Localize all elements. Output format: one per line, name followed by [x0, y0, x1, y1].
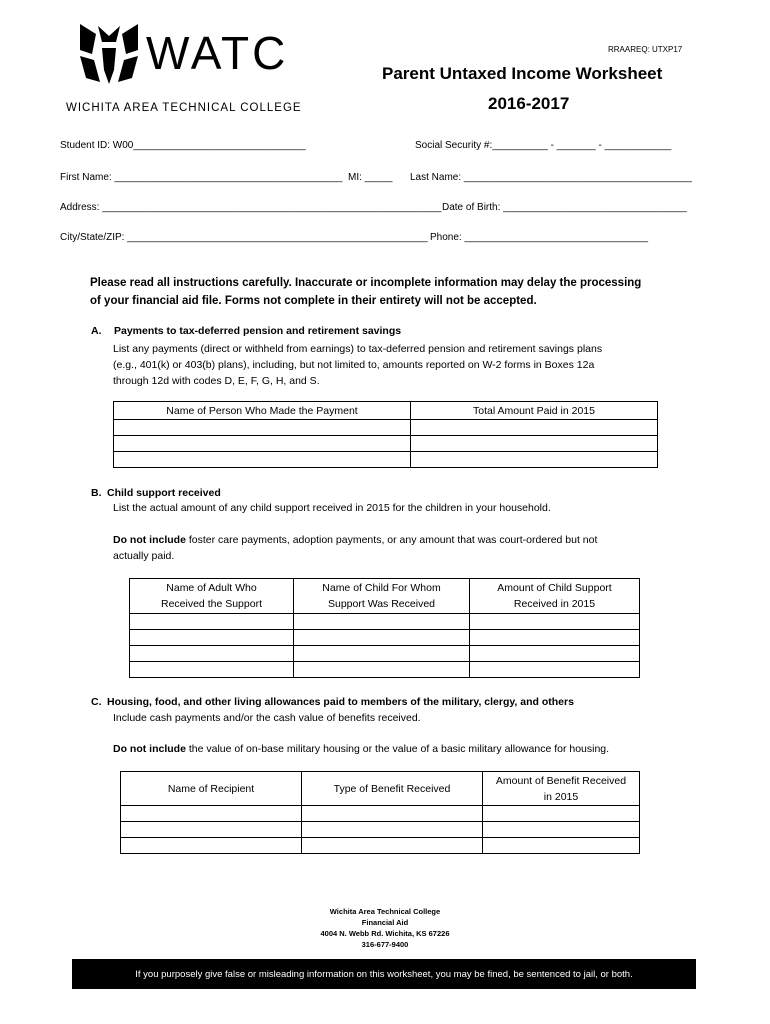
student-id-field[interactable]: Student ID: W00_______________________________ [60, 140, 306, 151]
table-cell[interactable] [130, 614, 294, 630]
table-cell[interactable] [130, 662, 294, 678]
logo-wordmark: WATC [146, 27, 289, 79]
watc-logo-icon [78, 22, 140, 88]
last-name-field[interactable]: Last Name: _________________________________________ [410, 172, 692, 183]
table-cell[interactable] [130, 646, 294, 662]
child-support-table [129, 578, 640, 678]
section-b-text: List the actual amount of any child support received in 2015 for the children in your household. [113, 502, 551, 514]
section-a-text [113, 341, 602, 389]
table-cell[interactable] [411, 420, 658, 436]
pension-table [113, 401, 658, 468]
section-c-note [113, 741, 609, 757]
mi-field[interactable]: MI: _____ [348, 172, 393, 183]
allowance-col-header-recipient: Name of Recipient [121, 772, 302, 806]
section-a-line: (e.g., 401(k) or 403(b) plans), including, but not limited to, amounts reported on W-2 forms in Boxes 12a [113, 359, 595, 371]
table-cell[interactable] [302, 838, 483, 854]
table-cell[interactable] [470, 614, 640, 630]
section-b-note-bold: Do not include [113, 534, 186, 546]
table-cell[interactable] [302, 822, 483, 838]
table-cell[interactable] [294, 630, 470, 646]
table-cell[interactable] [483, 806, 640, 822]
table-cell[interactable] [411, 452, 658, 468]
section-b-letter: B. [91, 487, 102, 499]
warning-text: If you purposely give false or misleading information on this worksheet, you may be fined, be sentenced to jail, or both. [135, 968, 633, 980]
ssn-field[interactable]: Social Security #:__________ - _______ - ____________ [415, 140, 672, 151]
table-cell[interactable] [294, 614, 470, 630]
section-b-title: Child support received [107, 487, 221, 499]
warning-bar [72, 959, 696, 989]
section-c-text: Include cash payments and/or the cash value of benefits received. [113, 712, 421, 724]
allowance-col-header-amount [483, 772, 640, 806]
dob-field[interactable]: Date of Birth: _________________________________ [442, 202, 687, 213]
section-c-title: Housing, food, and other living allowances paid to members of the military, clergy, and others [107, 696, 574, 708]
child-support-col-header-child [294, 579, 470, 614]
city-state-zip-field[interactable]: City/State/ZIP: ______________________________________________________ [60, 232, 428, 243]
col-header-line: Name of Child For Whom [322, 582, 441, 594]
table-cell[interactable] [114, 452, 411, 468]
college-logo [78, 22, 318, 92]
table-cell[interactable] [114, 436, 411, 452]
footer-line: Financial Aid [361, 918, 409, 927]
table-cell[interactable] [294, 662, 470, 678]
table-cell[interactable] [483, 822, 640, 838]
section-b-note-text: foster care payments, adoption payments, or any amount that was court-ordered but not [185, 534, 598, 546]
col-header-line: Received the Support [161, 598, 262, 610]
section-c-note-text: the value of on-base military housing or the value of a basic military allowance for housing. [185, 743, 610, 755]
first-name-field[interactable]: First Name: _________________________________________ [60, 172, 343, 183]
section-a-line: through 12d with codes D, E, F, G, H, and S. [113, 375, 320, 387]
instructions-line-2: of your financial aid file. Forms not complete in their entirety will not be accepted. [90, 295, 537, 307]
col-header-line: Received in 2015 [513, 598, 596, 610]
child-support-col-header-adult [130, 579, 294, 614]
section-c-note-bold: Do not include [113, 743, 186, 755]
page-title: Parent Untaxed Income Worksheet [382, 64, 663, 83]
table-cell[interactable] [470, 646, 640, 662]
col-header-line: Amount of Benefit Received [495, 774, 627, 787]
table-cell[interactable] [114, 420, 411, 436]
allowance-col-header-type: Type of Benefit Received [302, 772, 483, 806]
college-name: WICHITA AREA TECHNICAL COLLEGE [66, 102, 302, 114]
child-support-col-header-amount [470, 579, 640, 614]
instructions [90, 274, 641, 310]
table-cell[interactable] [130, 630, 294, 646]
col-header-line: Amount of Child Support [497, 582, 612, 594]
table-cell[interactable] [121, 838, 302, 854]
table-cell[interactable] [302, 806, 483, 822]
table-cell[interactable] [121, 822, 302, 838]
pension-col-header-name: Name of Person Who Made the Payment [114, 402, 411, 420]
section-c-letter: C. [91, 696, 102, 708]
footer-address [0, 906, 770, 950]
table-cell[interactable] [483, 838, 640, 854]
table-cell[interactable] [121, 806, 302, 822]
section-a-title: Payments to tax-deferred pension and retirement savings [114, 325, 402, 337]
section-b-note-text-2: actually paid. [113, 550, 175, 562]
col-header-line: Support Was Received [328, 598, 435, 610]
footer-line: 316-677-9400 [361, 940, 409, 949]
allowance-table [120, 771, 640, 854]
table-cell[interactable] [411, 436, 658, 452]
section-a-letter: A. [91, 325, 102, 337]
section-b-note [113, 532, 597, 564]
instructions-line-1: Please read all instructions carefully. Inaccurate or incomplete information may delay the processing [90, 277, 642, 289]
phone-field[interactable]: Phone: _________________________________ [430, 232, 649, 243]
col-header-line: in 2015 [543, 790, 579, 803]
footer-line: 4004 N. Webb Rd. Wichita, KS 67226 [320, 929, 450, 938]
table-cell[interactable] [470, 662, 640, 678]
footer-line: Wichita Area Technical College [329, 907, 441, 916]
section-a-line: List any payments (direct or withheld from earnings) to tax-deferred pension and retirement savings plans [113, 343, 603, 355]
table-cell[interactable] [470, 630, 640, 646]
pension-col-header-amount: Total Amount Paid in 2015 [411, 402, 658, 420]
table-cell[interactable] [294, 646, 470, 662]
form-code: RRAAREQ: UTXP17 [608, 45, 683, 54]
award-year: 2016-2017 [488, 94, 570, 113]
address-field[interactable]: Address: _____________________________________________________________ [60, 202, 442, 213]
col-header-line: Name of Adult Who [166, 582, 257, 594]
